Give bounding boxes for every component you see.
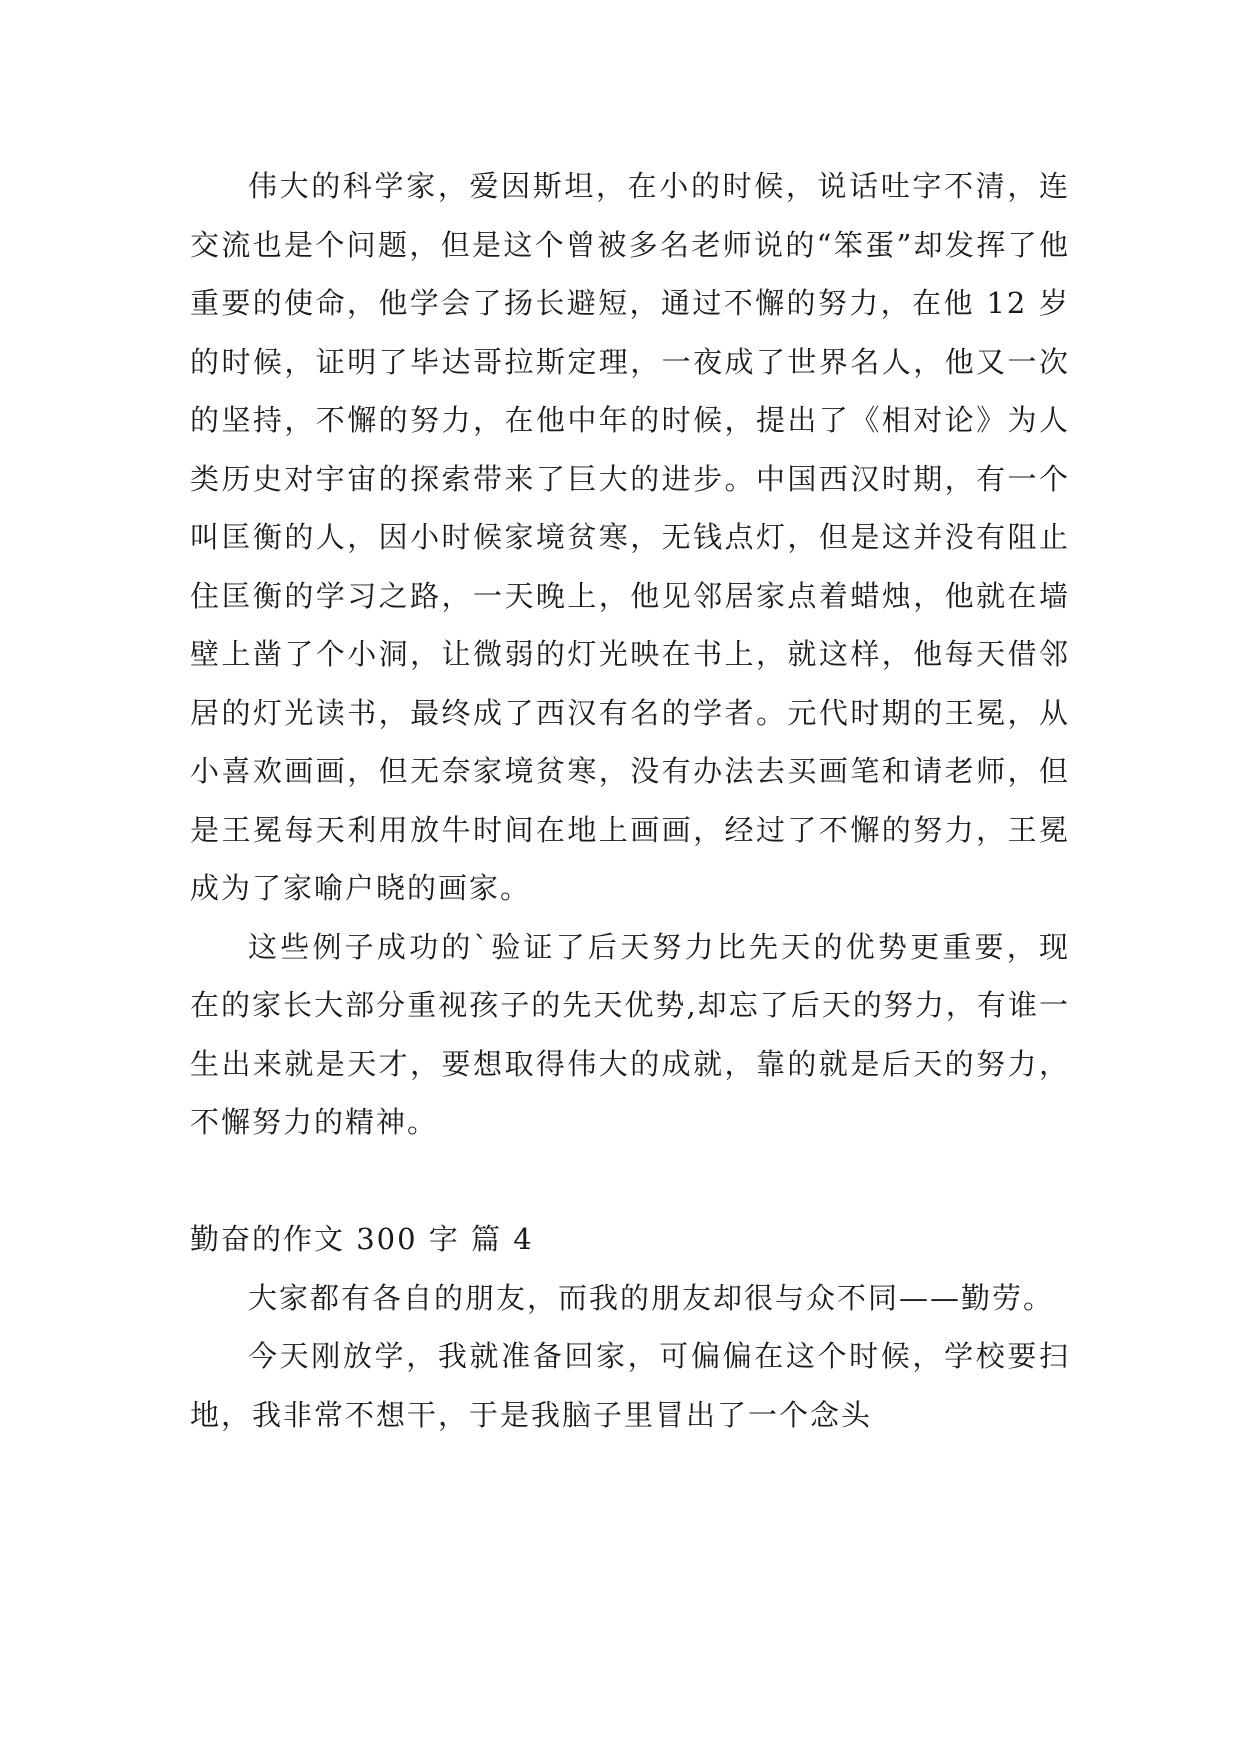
paragraph-friend-intro: 大家都有各自的朋友，而我的朋友却很与众不同——勤劳。	[248, 1280, 1055, 1315]
paragraph-scientists-examples: 伟大的科学家，爱因斯坦，在小的时候，说话吐字不清，连交流也是个问题，但是这个曾被多名老师说的“笨蛋”却发挥了他重要的使命，他学会了扬长避短，通过不懈的努力，在他 12 岁的时候，证明了毕达哥拉斯定理，一夜成了世界名人，他又一次的坚持，不懈的努力，在他中年的时候，提出了《相对论》为人类历史对宇宙的探索带来了巨大的进步。中国西汉时期，有一个叫匡衡的人，因小时候家境贫寒，无钱点灯，但是这并没有阻止住匡衡的学习之路，一天晚上，他见邻居家点着蜡烛，他就在墙壁上凿了个小洞，让微弱的灯光映在书上，就这样，他每天借邻居的灯光读书，最终成了西汉有名的学者。元代时期的王冕，从小喜欢画画，但无奈家境贫寒，没有办法去买画笔和请老师，但是王冕每天利用放牛时间在地上画画，经过了不懈的努力，王冕成为了家喻户晓的画家。	[190, 169, 1070, 905]
section-heading: 勤奋的作文 300 字 篇 4	[190, 1222, 534, 1256]
paragraph-after-school: 今天刚放学，我就准备回家，可偏偏在这个时候，学校要扫地，我非常不想干，于是我脑子里冒出了一个念头	[190, 1339, 1070, 1432]
paragraph-spacer	[190, 1152, 1070, 1211]
document-body	[190, 157, 1070, 1444]
paragraph-conclusion: 这些例子成功的`验证了后天努力比先天的优势更重要，现在的家长大部分重视孩子的先天优势,却忘了后天的努力，有谁一生出来就是天才，要想取得伟大的成就，靠的就是后天的努力，不懈努力的精神。	[190, 929, 1070, 1139]
